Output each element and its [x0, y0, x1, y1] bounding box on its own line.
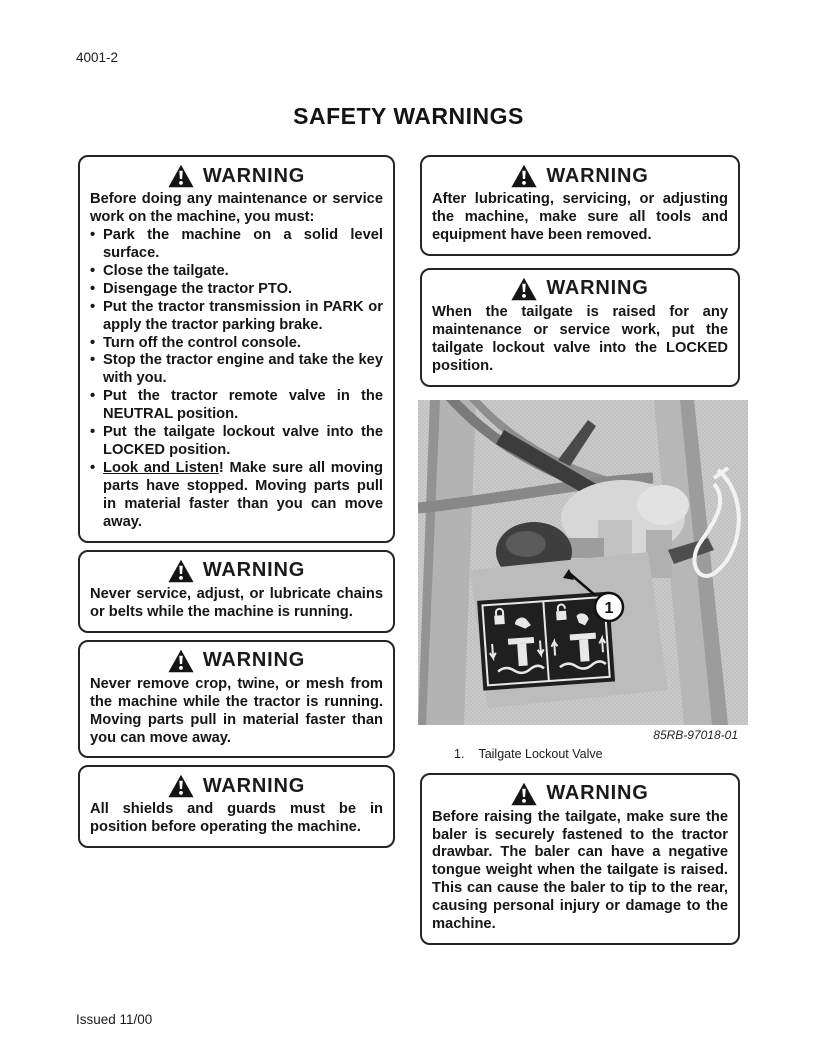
- warning-label: WARNING: [546, 164, 649, 187]
- warning-text: Never service, adjust, or lubricate chains or belts while the machine is running.: [90, 585, 383, 620]
- warning-bullet-list: [90, 227, 383, 532]
- bullet-item: • Put the tractor transmission in PARK or apply the tractor parking brake.: [90, 299, 383, 335]
- warning-triangle-icon: [168, 774, 194, 798]
- warning-intro: Before doing any maintenance or service work on the machine, you must:: [90, 191, 383, 225]
- warning-header: [90, 649, 383, 673]
- look-listen-underline: Look and Listen: [103, 460, 219, 477]
- figure-caption: [420, 747, 740, 761]
- bullet-item: • Disengage the tractor PTO.: [90, 281, 383, 299]
- bullet-item: • Close the tailgate.: [90, 263, 383, 281]
- warning-box-tailgate: [420, 773, 740, 946]
- figure-caption-number: 1.: [454, 746, 465, 761]
- figure-caption-text: Tailgate Lockout Valve: [478, 746, 603, 761]
- warning-label: WARNING: [202, 164, 306, 187]
- warning-triangle-icon: [168, 559, 194, 583]
- warning-text: When the tailgate is raised for any maintenance or service work, put the tailgate lockout valve into the LOCKED position.: [432, 303, 728, 374]
- warning-label: WARNING: [546, 782, 649, 805]
- warning-header: [90, 559, 383, 583]
- warning-triangle-icon: [168, 164, 194, 188]
- warning-box-service: [78, 550, 395, 633]
- warning-triangle-icon: [511, 782, 537, 806]
- warning-text: Before raising the tailgate, make sure the baler is securely fastened to the tractor drawbar. The baler can have a negative tongue weight when the tailgate is raised. This can cause the baler to tip to the rear, causing personal injury or damage to the machine.: [432, 808, 728, 933]
- page-number: 4001-2: [76, 50, 119, 65]
- warning-text: After lubricating, servicing, or adjusting the machine, make sure all tools and equipment have been removed.: [432, 191, 728, 243]
- warning-box-tools: [420, 155, 740, 256]
- warning-triangle-icon: [511, 164, 537, 188]
- callout-number: 1: [604, 599, 614, 617]
- left-column: [78, 155, 395, 855]
- figure-block: [420, 400, 740, 761]
- figure-reference: 85RB-97018-01: [653, 727, 738, 742]
- bullet-item: • Park the machine on a solid level surface.: [90, 227, 383, 263]
- warning-triangle-icon: [511, 277, 537, 301]
- warning-header: [432, 164, 728, 188]
- bullet-item-look-listen: [90, 460, 383, 532]
- warning-header: [432, 782, 728, 806]
- warning-label: WARNING: [546, 277, 649, 300]
- right-column: [420, 155, 740, 952]
- bullet-item: • Stop the tractor engine and take the key with you.: [90, 352, 383, 388]
- warning-box-lockout: [420, 268, 740, 387]
- look-listen-rest: ! Make sure all moving parts have stopped. Moving parts pull in material faster than you can move away.: [103, 460, 383, 530]
- warning-header: [90, 774, 383, 798]
- bullet-item: • Turn off the control console.: [90, 335, 383, 353]
- footer-issued: Issued 11/00: [76, 1012, 153, 1027]
- page-title: SAFETY WARNINGS: [293, 103, 524, 129]
- bullet-item: • Put the tailgate lockout valve into the LOCKED position.: [90, 424, 383, 460]
- warning-label: WARNING: [202, 649, 306, 672]
- warning-box-maintenance: [78, 155, 395, 543]
- warning-header: [90, 164, 383, 188]
- bullet-item: • Put the tractor remote valve in the NEUTRAL position.: [90, 388, 383, 424]
- warning-text: Never remove crop, twine, or mesh from the machine while the tractor is running. Moving parts pull in material faster than you can move away.: [90, 675, 383, 746]
- warning-label: WARNING: [202, 774, 306, 797]
- content-columns: [78, 155, 740, 952]
- warning-triangle-icon: [168, 649, 194, 673]
- warning-box-shields: [78, 765, 395, 848]
- warning-label: WARNING: [202, 559, 306, 582]
- machine-photo: [418, 400, 748, 725]
- warning-text: All shields and guards must be in position before operating the machine.: [90, 801, 383, 836]
- warning-box-crop: [78, 640, 395, 759]
- warning-header: [432, 277, 728, 301]
